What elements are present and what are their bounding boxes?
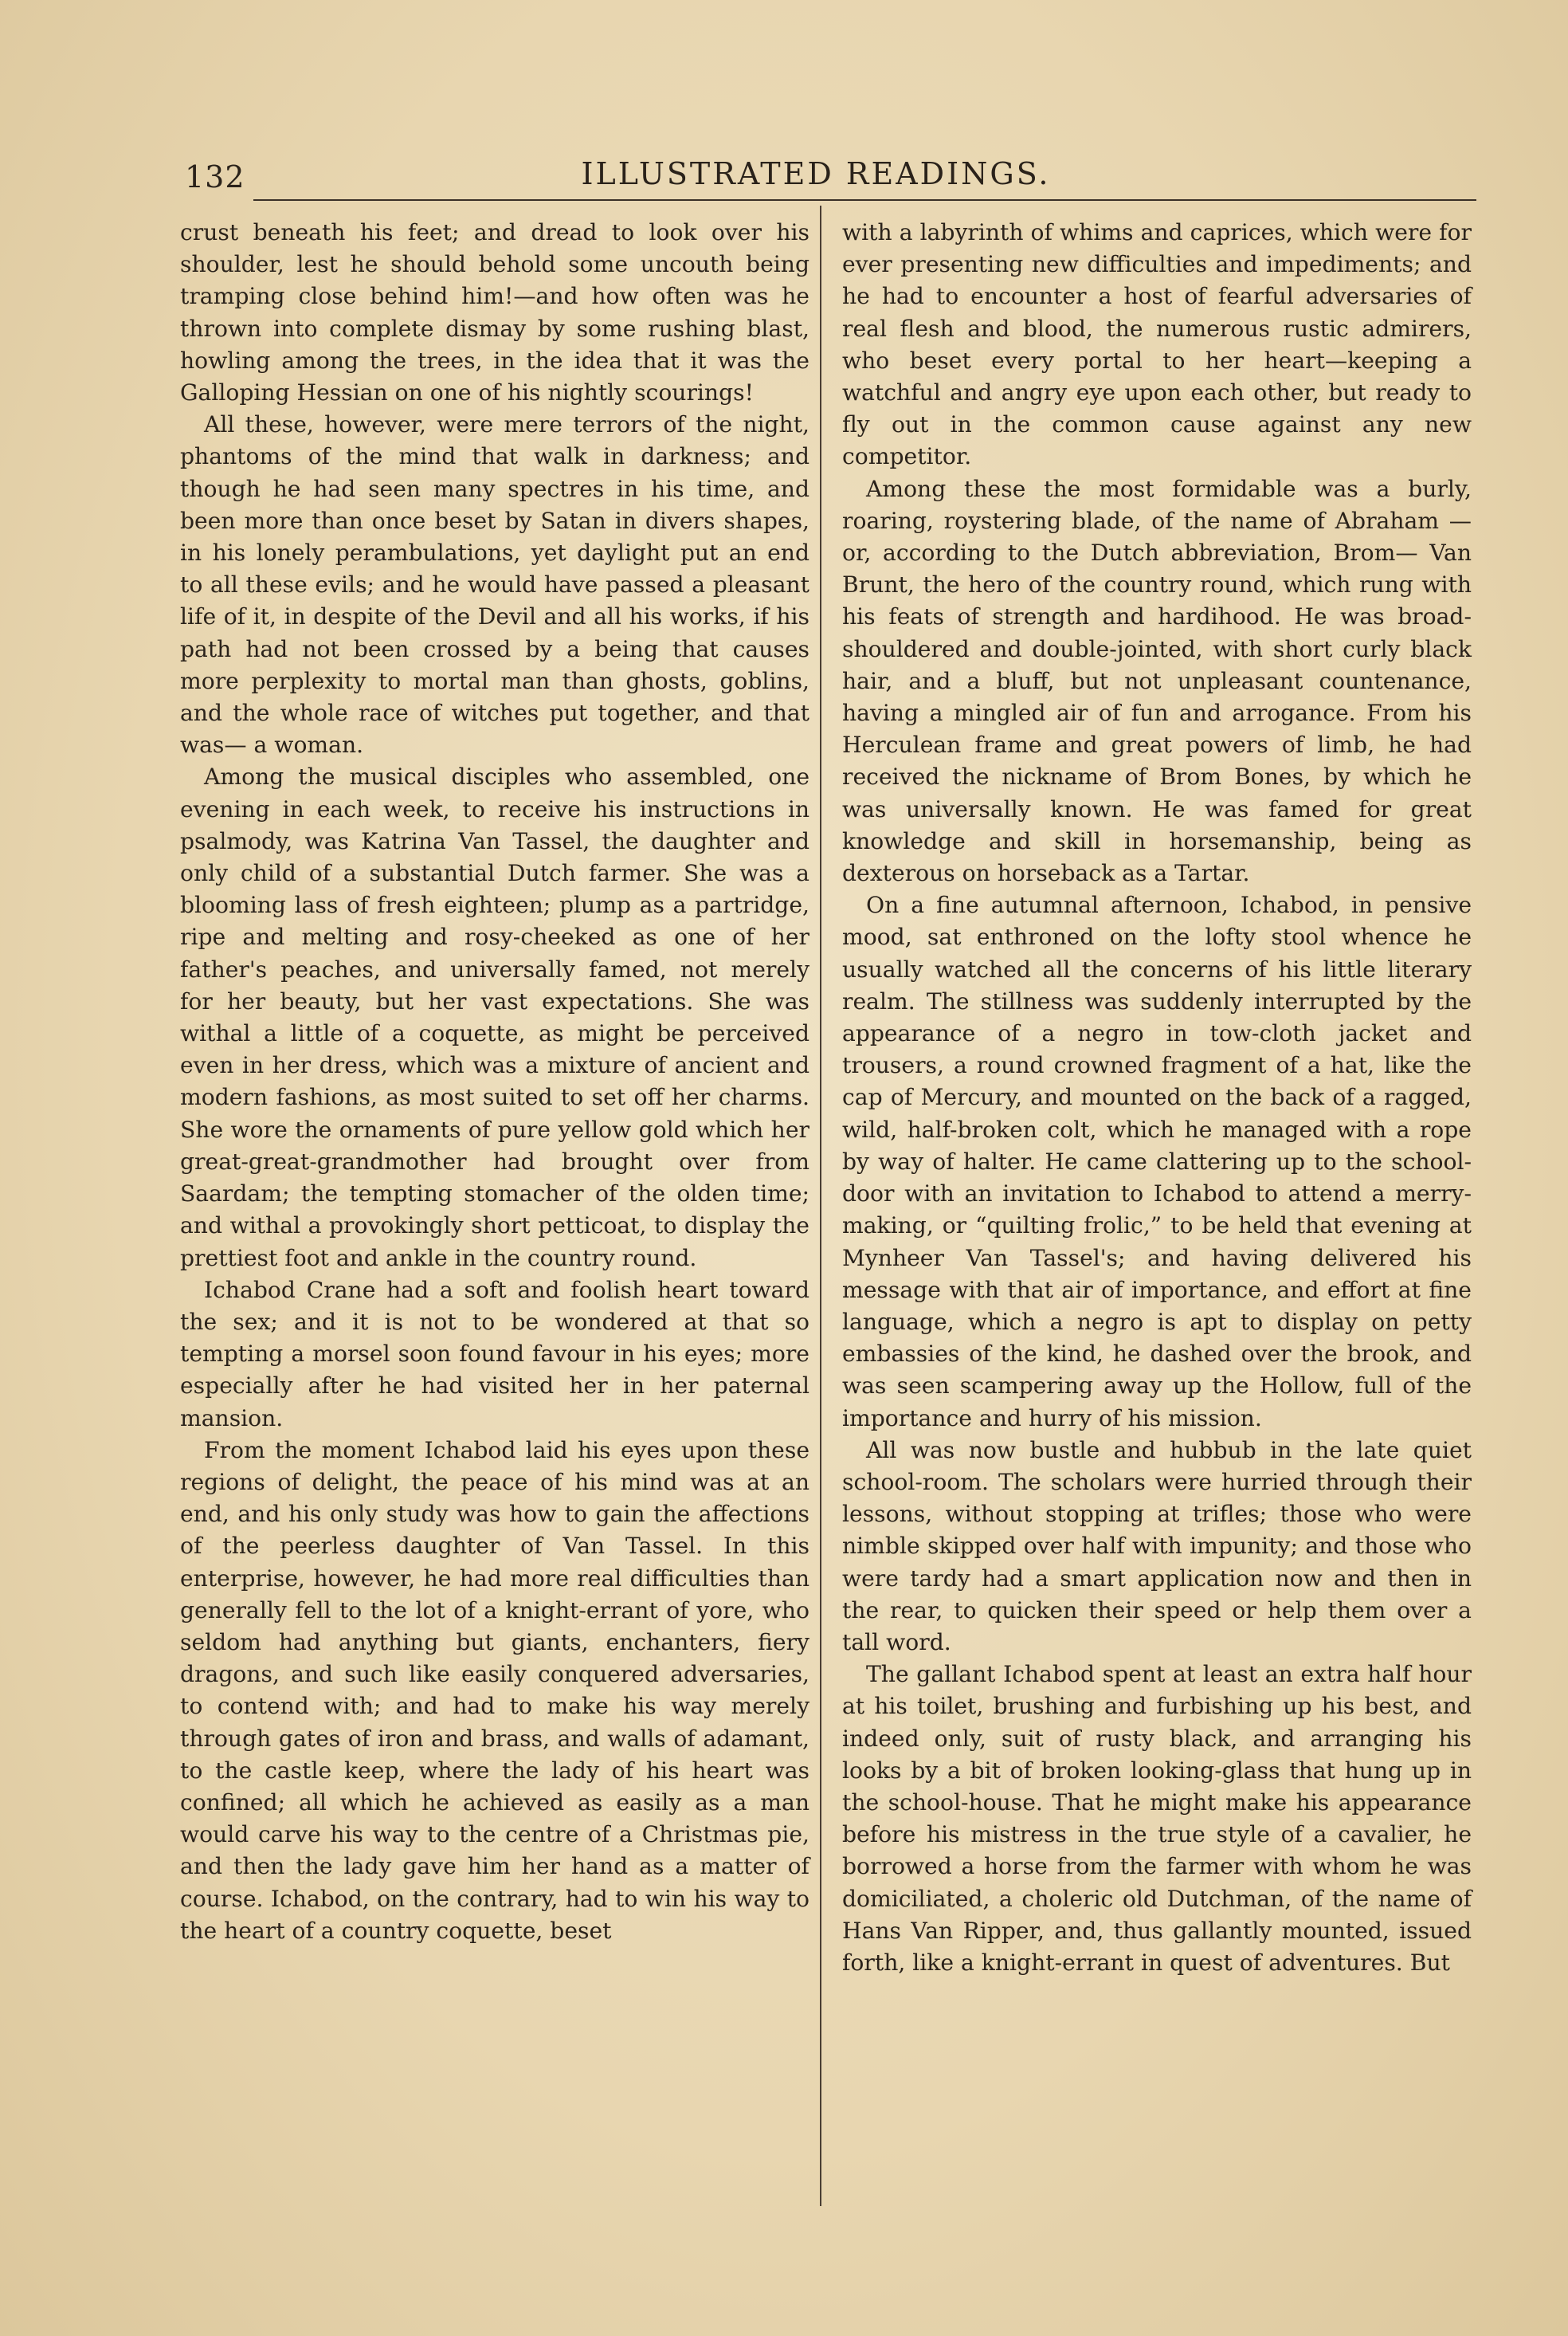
paragraph: with a labyrinth of whims and caprices, which were for ever presenting new difficulties and impediments; and he had to encounter a host of fearful adversaries of real flesh and blood, the numerous rustic admirers, who beset every portal to her heart—keeping a watchful and angry eye upon each other, but ready to fly out in the common cause against any new competitor.: [842, 219, 1472, 470]
header-rule: [253, 199, 1476, 201]
paragraph: The gallant Ichabod spent at least an extra half hour at his toilet, brushing and furbishing up his best, and indeed only, suit of rusty black, and arranging his looks by a bit of broken looking-glass that hung up in the school-house. That he might make his appearance before his mistress in the true style of a cavalier, he borrowed a horse from the farmer with whom he was domiciliated, a choleric old Dutchman, of the name of Hans Van Ripper, and, thus gallantly mounted, issued forth, like a knight-errant in quest of adventures. But: [842, 1661, 1472, 1976]
paragraph: On a fine autumnal afternoon, Ichabod, in pensive mood, sat enthroned on the lofty stool whence he usually watched all the concerns of his little literary realm. The stillness was suddenly interrupted by the appearance of a negro in tow-cloth jacket and trousers, a round crowned fragment of a hat, like the cap of Mercury, and mounted on the back of a ragged, wild, half-broken colt, which he managed with a rope by way of halter. He came clattering up to the school-door with an invitation to Ichabod to attend a merry-making, or “quilting frolic,” to be held that evening at Mynheer Van Tassel's; and having delivered his message with that air of importance, and effort at fine language, which a negro is apt to display on petty embassies of the kind, he dashed over the brook, and was seen scampering away up the Hollow, full of the importance and hurry of his mission.: [842, 892, 1472, 1431]
column-divider: [820, 206, 821, 2206]
paragraph: All these, however, were mere terrors of the night, phantoms of the mind that walk in darkness; and though he had seen many spectres in his time, and been more than once beset by Satan in divers shapes, in his lonely perambulations, yet daylight put an end to all these evils; and he would have passed a pleasant life of it, in despite of the Devil and all his works, if his path had not been crossed by a being that causes more perplexity to mortal man than ghosts, goblins, and the whole race of witches put together, and that was— a woman.: [180, 411, 809, 759]
running-title: ILLUSTRATED READINGS.: [581, 156, 1051, 191]
paragraph: Ichabod Crane had a soft and foolish heart toward the sex; and it is not to be wondered at that so tempting a morsel soon found favour in his eyes; more especially after he had visited her in her paternal mansion.: [180, 1276, 809, 1431]
left-column: [180, 217, 809, 1947]
paragraph: From the moment Ichabod laid his eyes upon these regions of delight, the peace of his mind was at an end, and his only study was how to gain the affections of the peerless daughter of Van Tassel. In this enterprise, however, he had more real difficulties than generally fell to the lot of a knight-errant of yore, who seldom had anything but giants, enchanters, fiery dragons, and such like easily conquered adversaries, to contend with; and had to make his way merely through gates of iron and brass, and walls of adamant, to the castle keep, where the lady of his heart was confined; all which he achieved as easily as a man would carve his way to the centre of a Christmas pie, and then the lady gave him her hand as a matter of course. Ichabod, on the contrary, had to win his way to the heart of a country coquette, beset: [180, 1436, 809, 1944]
paragraph: Among the musical disciples who assembled, one evening in each week, to receive his instructions in psalmody, was Katrina Van Tassel, the daughter and only child of a substantial Dutch farmer. She was a blooming lass of fresh eighteen; plump as a partridge, ripe and melting and rosy-cheeked as one of her father's peaches, and universally famed, not merely for her beauty, but her vast expectations. She was withal a little of a coquette, as might be perceived even in her dress, which was a mixture of ancient and modern fashions, as most suited to set off her charms. She wore the ornaments of pure yellow gold which her great-great-grandmother had brought over from Saardam; the tempting stomacher of the olden time; and withal a provokingly short petticoat, to display the prettiest foot and ankle in the country round.: [180, 764, 809, 1271]
paragraph: Among these the most formidable was a burly, roaring, roystering blade, of the name of Abraham —or, according to the Dutch abbreviation, Brom— Van Brunt, the hero of the country round, which rung with his feats of strength and hardihood. He was broad-shouldered and double-jointed, with short curly black hair, and a bluff, but not unpleasant countenance, having a mingled air of fun and arrogance. From his Herculean frame and great powers of limb, he had received the nickname of Brom Bones, by which he was universally known. He was famed for great knowledge and skill in horsemanship, being as dexterous on horseback as a Tartar.: [842, 475, 1472, 887]
paragraph: All was now bustle and hubbub in the late quiet school-room. The scholars were hurried through their lessons, without stopping at trifles; those who were nimble skipped over half with impunity; and those who were tardy had a smart application now and then in the rear, to quicken their speed or help them over a tall word.: [842, 1436, 1472, 1655]
right-column: [842, 217, 1472, 1979]
page-number: 132: [185, 159, 245, 194]
paragraph: crust beneath his feet; and dread to look over his shoulder, lest he should behold some uncouth being tramping close behind him!—and how often was he thrown into complete dismay by some rushing blast, howling among the trees, in the idea that it was the Galloping Hessian on one of his nightly scourings!: [180, 219, 809, 406]
